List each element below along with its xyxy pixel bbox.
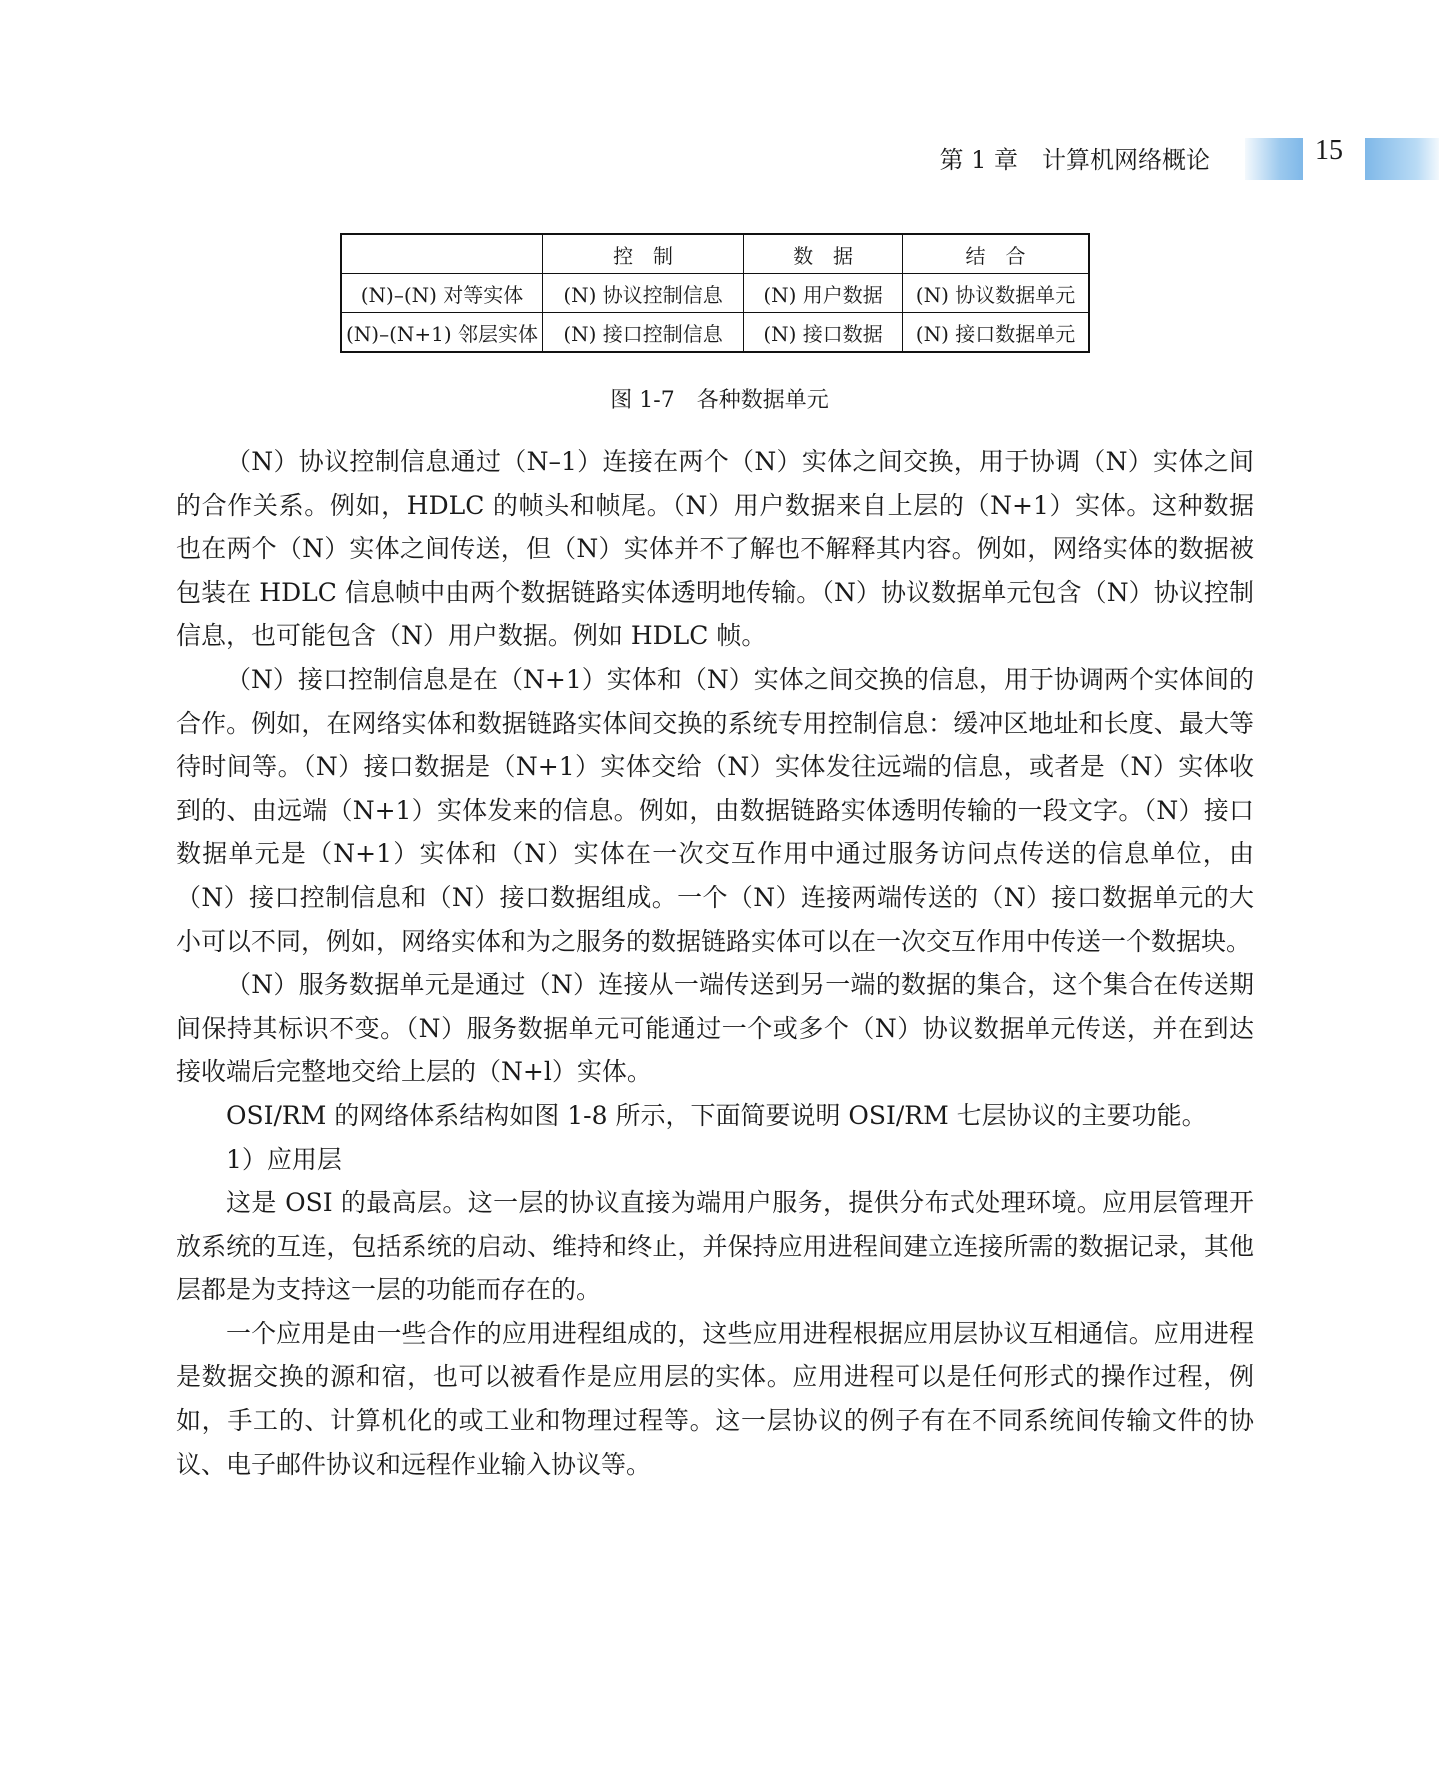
- header-color-band-right: [1365, 138, 1439, 180]
- table-cell: (N) 用户数据: [744, 274, 903, 313]
- paragraph: 一个应用是由一些合作的应用进程组成的，这些应用进程根据应用层协议互相通信。应用进程是数据交换的源和宿，也可以被看作是应用层的实体。应用进程可以是任何形式的操作过程，例如，手工的、计算机化的或工业和物理过程等。这一层协议的例子有在不同系统间传输文件的协议、电子邮件协议和远程作业输入协议等。: [176, 1318, 1254, 1479]
- table-cell: (N) 接口数据: [744, 313, 903, 353]
- table-row: [341, 313, 1089, 353]
- paragraph: （N）服务数据单元是通过（N）连接从一端传送到另一端的数据的集合，这个集合在传送期间保持其标识不变。（N）服务数据单元可能通过一个或多个（N）协议数据单元传送，并在到达接收端后完整地交给上层的（N+l）实体。: [176, 970, 1254, 1087]
- table-cell: (N)–(N) 对等实体: [341, 274, 543, 313]
- table-header-cell: 数 据: [744, 234, 903, 274]
- figure-caption: 图 1-7 各种数据单元: [610, 388, 829, 413]
- table-cell: (N)–(N+1) 邻层实体: [341, 313, 543, 353]
- header-color-band-left: [1245, 138, 1303, 180]
- paragraph: 这是 OSI 的最高层。这一层的协议直接为端用户服务，提供分布式处理环境。应用层管理开放系统的互连，包括系统的启动、维持和终止，并保持应用进程间建立连接所需的数据记录，其他层都是为支持这一层的功能而存在的。: [176, 1188, 1254, 1305]
- table-cell: (N) 接口数据单元: [903, 313, 1089, 353]
- table-header-cell: 结 合: [903, 234, 1089, 274]
- table-row: [341, 274, 1089, 313]
- table-cell: (N) 接口控制信息: [543, 313, 744, 353]
- paragraph: OSI/RM 的网络体系结构如图 1-8 所示，下面简要说明 OSI/RM 七层协议的主要功能。: [226, 1100, 1207, 1130]
- page-number: 15: [1315, 135, 1343, 166]
- table-header-cell: [341, 234, 543, 274]
- page-header: [940, 130, 1439, 178]
- table-cell: (N) 协议控制信息: [543, 274, 744, 313]
- table-header-row: [341, 234, 1089, 274]
- data-units-table: [340, 233, 1090, 353]
- body-text: [176, 440, 1254, 1486]
- table-header-cell: 控 制: [543, 234, 744, 274]
- section-heading: 1）应用层: [226, 1144, 342, 1174]
- chapter-title: 第 1 章 计算机网络概论: [939, 146, 1210, 174]
- paragraph: （N）接口控制信息是在（N+1）实体和（N）实体之间交换的信息，用于协调两个实体间的合作。例如，在网络实体和数据链路实体间交换的系统专用控制信息：缓冲区地址和长度、最大等待时间等。（N）接口数据是（N+1）实体交给（N）实体发往远端的信息，或者是（N）实体收到的、由远端（N+1）实体发来的信息。例如，由数据链路实体透明传输的一段文字。（N）接口数据单元是（N+1）实体和（N）实体在一次交互作用中通过服务访问点传送的信息单位，由（N）接口控制信息和（N）接口数据组成。一个（N）连接两端传送的（N）接口数据单元的大小可以不同，例如，网络实体和为之服务的数据链路实体可以在一次交互作用中传送一个数据块。: [176, 664, 1254, 956]
- paragraph: （N）协议控制信息通过（N–1）连接在两个（N）实体之间交换，用于协调（N）实体之间的合作关系。例如，HDLC 的帧头和帧尾。（N）用户数据来自上层的（N+1）实体。这种数据也在两个（N）实体之间传送，但（N）实体并不了解也不解释其内容。例如，网络实体的数据被包装在 HDLC 信息帧中由两个数据链路实体透明地传输。（N）协议数据单元包含（N）协议控制信息，也可能包含（N）用户数据。例如 HDLC 帧。: [176, 447, 1254, 651]
- table-cell: (N) 协议数据单元: [903, 274, 1089, 313]
